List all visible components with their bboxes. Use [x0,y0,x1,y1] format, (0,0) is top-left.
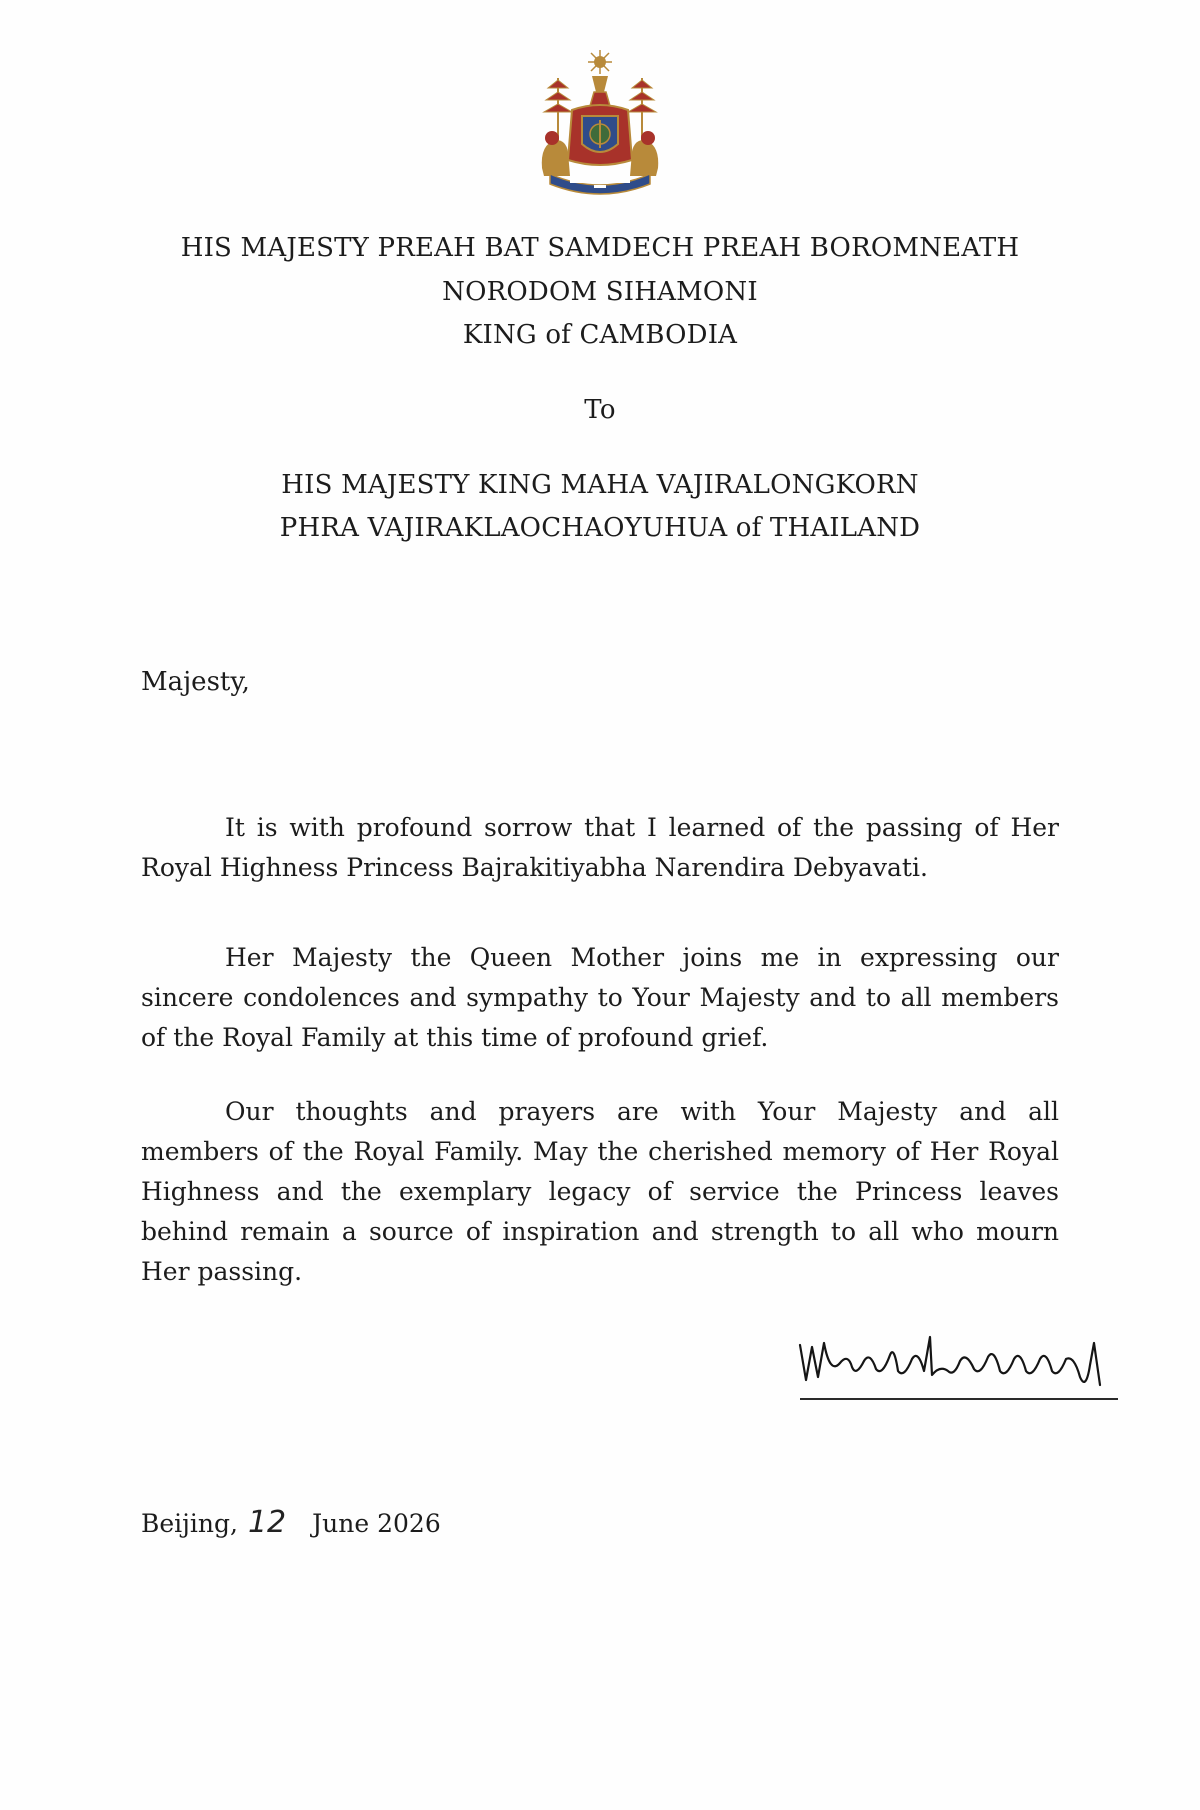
body-paragraph-3: Our thoughts and prayers are with Your Majesty and all members of the Royal Family. May the cherished memory of Her Royal Highness and the exemplary legacy of service the Princess leaves behind remain a source of inspiration and strength to all who mourn Her passing. [141,1097,1059,1286]
signature-line [800,1398,1118,1400]
salutation: Majesty, [141,667,250,697]
recipient-line-2: PHRA VAJIRAKLAOCHAOYUHUA of THAILAND [279,513,921,543]
royal-crest-icon [520,48,680,198]
signature-icon [790,1325,1130,1395]
date-line [141,1505,441,1540]
month-year-text: June 2026 [312,1509,441,1538]
body-paragraph-1: It is with profound sorrow that I learned of the passing of Her Royal Highness Princess Bajrakitiyabha Narendira Debyavati. [141,813,1059,882]
place-text: Beijing, [141,1509,238,1538]
recipient-line-1: HIS MAJESTY KING MAHA VAJIRALONGKORN [281,470,919,500]
sender-line-3: KING of CAMBODIA [462,320,738,350]
handwritten-day: 12 [247,1505,287,1540]
sender-line-2: NORODOM SIHAMONI [442,277,758,307]
to-label: To [584,395,616,425]
body-paragraph-2: Her Majesty the Queen Mother joins me in expressing our sincere condolences and sympathy to Your Majesty and to all members of the Royal Family at this time of profound grief. [141,943,1059,1052]
sender-line-1: HIS MAJESTY PREAH BAT SAMDECH PREAH BOROMNEATH [180,233,1020,263]
